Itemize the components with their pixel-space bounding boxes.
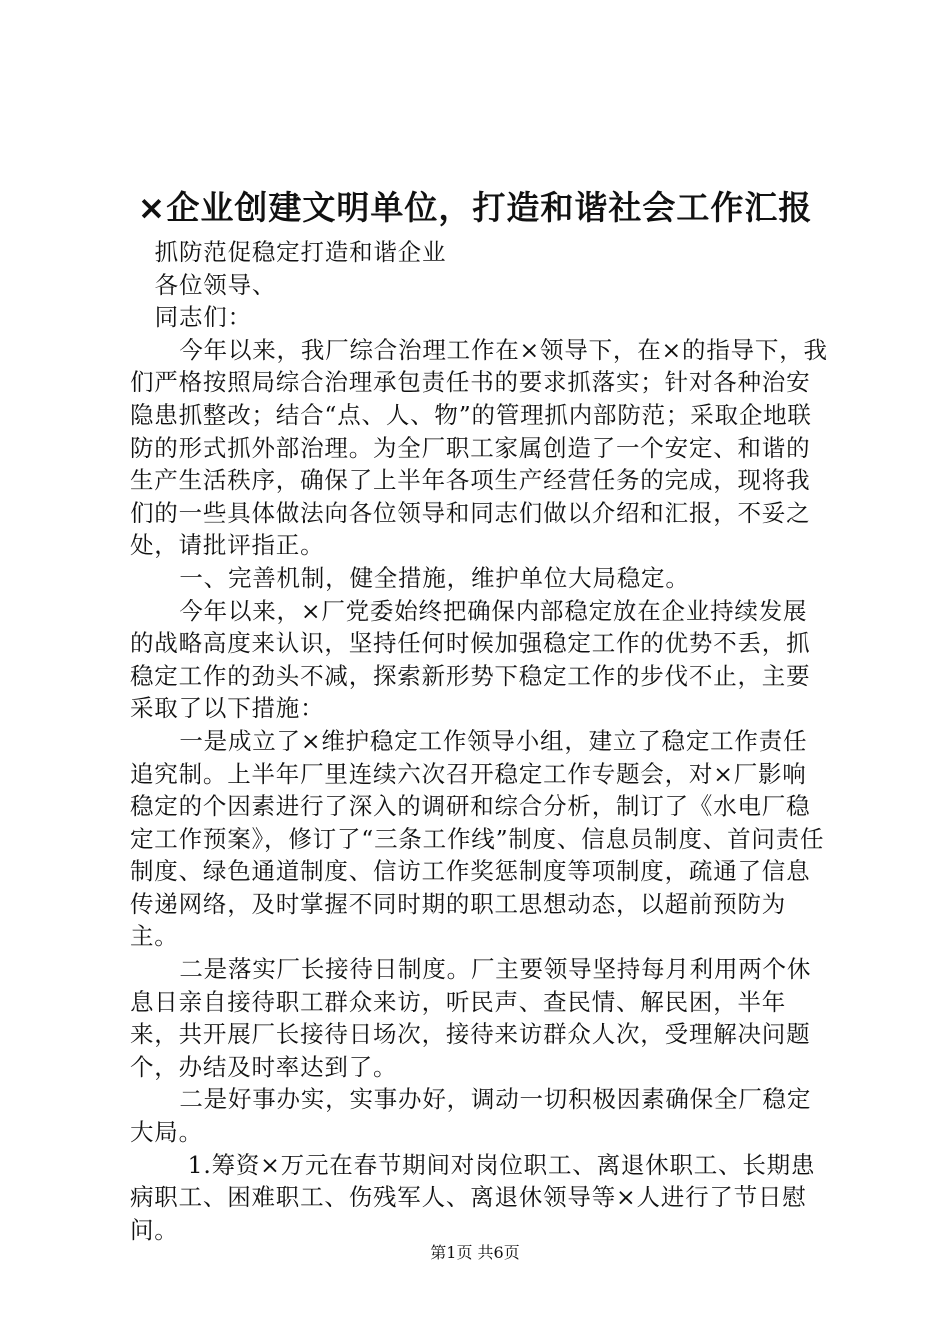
measure-2-paragraph: 二是落实厂长接待日制度。厂主要领导坚持每月利用两个休息日亲自接待职工群众来访，听民声、查民情、解民困，半年来，共开展厂长接待日场次，接待来访群众人次，受理解决问题个，办结及时率达到了。 bbox=[130, 955, 812, 1081]
salutation-leaders: 各位领导、 bbox=[154, 270, 277, 299]
section-1-paragraph: 今年以来，×厂党委始终把确保内部稳定放在企业持续发展的战略高度来认识，坚持任何时候加强稳定工作的优势不丢，抓稳定工作的劲头不减，探索新形势下稳定工作的步伐不止，主要采取了以下措施： bbox=[130, 596, 811, 723]
numbered-item-1: 1.筹资×万元在春节期间对岗位职工、离退休职工、长期患病职工、困难职工、伤残军人、离退休领导等×人进行了节日慰问。 bbox=[130, 1150, 816, 1244]
intro-paragraph: 今年以来，我厂综合治理工作在×领导下，在×的指导下，我们严格按照局综合治理承包责任书的要求抓落实；针对各种治安隐患抓整改；结合“点、人、物”的管理抓内部防范；采取企地联防的形式抓外部治理。为全厂职工家属创造了一个安定、和谐的生产生活秩序，确保了上半年各项生产经营任务的完成，现将我们的一些具体做法向各位领导和同志们做以介绍和汇报，不妥之处，请批评指正。 bbox=[130, 335, 828, 560]
page-footer: 第1页 共6页 bbox=[430, 1243, 520, 1262]
subtitle: 抓防范促稳定打造和谐企业 bbox=[154, 238, 447, 266]
document-body bbox=[130, 236, 830, 1246]
salutation-comrades: 同志们： bbox=[154, 303, 252, 332]
section-heading-1: 一、完善机制，健全措施，维护单位大局稳定。 bbox=[179, 563, 690, 592]
measure-1-paragraph: 一是成立了×维护稳定工作领导小组，建立了稳定工作责任追究制。上半年厂里连续六次召开稳定工作专题会，对×厂影响稳定的个因素进行了深入的调研和综合分析，制订了《水电厂稳定工作预案》，修订了“三条工作线”制度、信息员制度、首问责任制度、绿色通道制度、信访工作奖惩制度等项制度，疏通了信息传递网络，及时掌握不同时期的职工思想动态，以超前预防为主。 bbox=[130, 726, 825, 951]
section-heading-2: 二是好事办实，实事办好，调动一切积极因素确保全厂稳定大局。 bbox=[130, 1085, 812, 1147]
document-title: ×企业创建文明单位，打造和谐社会工作汇报 bbox=[137, 188, 813, 227]
